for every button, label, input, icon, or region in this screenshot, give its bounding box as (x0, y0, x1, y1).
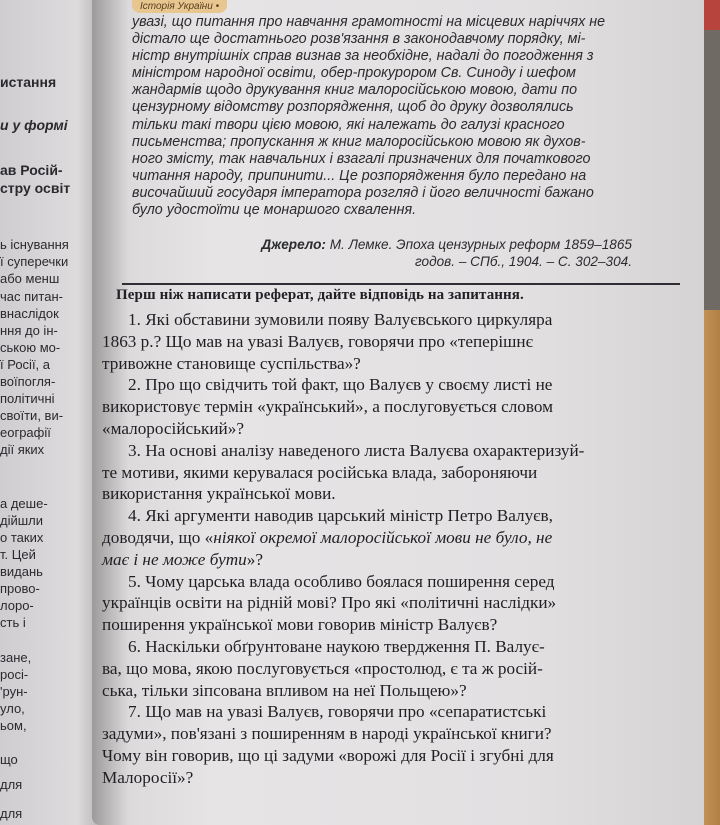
left-page-line: воїпогля- (0, 374, 56, 389)
left-page-line: своїти, ви- (0, 408, 64, 423)
right-page (92, 0, 704, 825)
quote-line: дістало ще достатнього розв'язання в законодавчому порядку, мі- (132, 31, 586, 48)
question-item (102, 440, 662, 505)
question-line: тривожне становище суспільства»? (102, 353, 361, 373)
left-page-line: прово- (0, 581, 40, 596)
left-page-line: сть і (0, 615, 26, 630)
left-page-line: ї суперечки (0, 254, 69, 269)
question-item (102, 374, 662, 439)
left-page-line: росі- (0, 667, 29, 682)
left-page-line: для (0, 777, 23, 792)
left-page-line: т. Цей (0, 547, 36, 562)
quote-line: читання народу, припинити... Це розпорядження було передано на (132, 167, 587, 184)
source-text-1: М. Лемке. Эпоха цензурных реформ 1859–1865 (325, 237, 632, 252)
left-page-line: час питан- (0, 289, 63, 304)
question-line: те мотиви, якими керувалася російська влада, забороняючи (102, 462, 538, 482)
question-line: Малоросії»? (102, 767, 194, 787)
quote-line: ного змісту, так навчальних і взагалі призначених для початкового (132, 150, 591, 167)
quote-line: ністр внутрішніх справ визнав за необхідне, надалі до погодження з (132, 48, 594, 65)
left-page-line: для (0, 806, 23, 821)
source-quote (132, 14, 662, 219)
left-page-line: політичні (0, 391, 55, 406)
left-page-line: дії яких (0, 442, 45, 457)
question-line: 2. Про що свідчить той факт, що Валуєв у своєму листі не (128, 375, 553, 395)
left-page-line: або менш (0, 271, 60, 286)
left-page-line: що (0, 752, 18, 767)
left-page-line: а деше- (0, 496, 48, 511)
left-page-line: о таких (0, 530, 44, 545)
question-line: 4. Які аргументи наводив царський міністр Петро Валуєв, (128, 506, 553, 526)
question-line: Чому він говорив, що ці задуми «ворожі для Росії і згубні для (102, 745, 554, 765)
question-line: 1863 р.? Що мав на увазі Валуєв, говорячи про «теперішнє (102, 331, 533, 351)
quote-line: височайший государя імператора розгляд і його величності бажано (132, 184, 594, 201)
left-page-line: ською мо- (0, 340, 61, 355)
quote-line: письменства; пропускання ж книг малоросійською мовою як духов- (132, 133, 586, 150)
question-line: використання української мови. (102, 484, 336, 504)
question-line: українців освіти на рідній мові? Про які «політичні наслідки» (102, 593, 557, 613)
questions-header: Перш ніж написати реферат, дайте відповідь на запитання. (116, 287, 524, 303)
quote-line: жандармів щодо друкування книг малоросійською мовою, дати по (132, 82, 578, 99)
question-line: «малоросійський»? (102, 418, 244, 438)
source-label: Джерело: (261, 237, 326, 252)
left-page-line: еографії (0, 425, 51, 440)
source-citation (212, 236, 632, 270)
question-line: ва, що мова, якою послуговується «простолюд, є та ж росій- (102, 658, 543, 678)
question-line: 7. Що мав на увазі Валуєв, говорячи про «сепаратистські (128, 702, 547, 722)
question-line: 5. Чому царська влада особливо боялася поширення серед (128, 571, 555, 591)
left-page-line: ння до ін- (0, 323, 58, 338)
left-page-line: и у формі (0, 117, 68, 133)
question-item (102, 505, 662, 570)
question-line: 1. Які обставини зумовили появу Валуєвського циркуляра (128, 310, 553, 329)
questions-list (102, 309, 662, 789)
left-page-line: истання (0, 74, 57, 90)
question-line: має і не може бути»? (102, 549, 263, 569)
question-item (102, 636, 662, 701)
left-page-line: ав Росій- (0, 162, 63, 178)
left-page-line: 'рун- (0, 684, 28, 699)
quote-line: було удостоїти це монаршого схвалення. (132, 202, 417, 219)
quote-line: тільки такі твори цією мовою, які належать до галузі красного (132, 116, 565, 133)
source-text-2: годов. – СПб., 1904. – С. 302–304. (414, 254, 632, 269)
question-line: 3. На основі аналізу наведеного листа Валуєва охарактеризуй- (128, 440, 585, 460)
left-page-line: видань (0, 564, 43, 579)
left-page-line: ь існування (0, 237, 69, 252)
left-page-line: внаслідок (0, 306, 59, 321)
left-page-line: уло, (0, 701, 25, 716)
left-page-line: ьом, (0, 718, 27, 733)
left-page-line: ї Росії, а (0, 357, 51, 372)
section-divider (122, 283, 680, 285)
question-item (102, 309, 662, 374)
question-line: поширення української мови говорив міністр Валуєв? (102, 615, 498, 635)
left-page-line: стру освіт (0, 180, 71, 196)
quote-line: увазі, що питання про навчання грамотності на місцевих наріччях не (132, 14, 606, 30)
question-line: доводячи, що «ніякої окремої малоросійської мови не було, не (102, 527, 553, 547)
question-line: ська, тільки зіпсована впливом на неї Польщею»? (102, 680, 467, 700)
left-page-line: зане, (0, 650, 32, 665)
left-page-line: лоро- (0, 598, 34, 613)
question-line: задуми», пов'язані з поширенням в народі української книги? (102, 724, 552, 744)
question-line: використовує термін «український», а послуговується словом (102, 397, 554, 417)
question-item (102, 701, 662, 788)
left-page-line: дійшли (0, 513, 44, 528)
quote-line: міністром народної освіти, обер-прокурором Св. Синоду і шефом (132, 65, 576, 82)
question-line: 6. Наскільки обґрунтоване наукою твердження П. Валує- (128, 636, 545, 656)
running-head: Історія України • (132, 0, 227, 13)
quote-line: цензурному відомству розпорядження, щоб до друку дозволялись (132, 99, 574, 116)
question-item (102, 571, 662, 636)
